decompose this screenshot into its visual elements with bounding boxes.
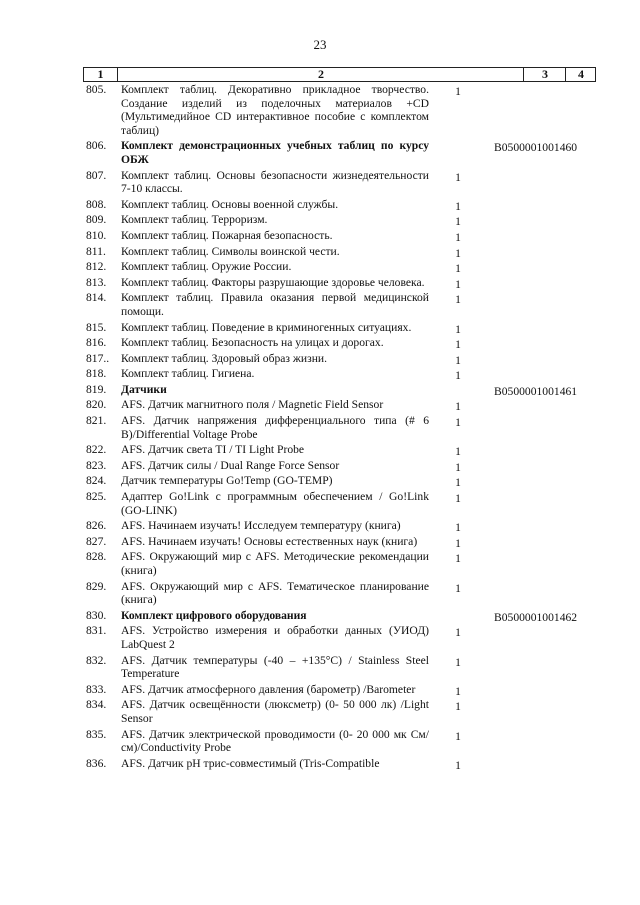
- row-quantity: 1: [455, 521, 461, 535]
- row-description: Комплект таблиц. Основы безопасности жизнедеятельности 7-10 классы.: [121, 168, 429, 196]
- row-quantity: 1: [455, 353, 461, 367]
- row-number: 833.: [86, 682, 107, 696]
- row-description: AFS. Устройство измерения и обработки данных (УИОД) LabQuest 2: [121, 624, 429, 651]
- table-row: [0, 398, 640, 412]
- header-col-2: 2: [117, 68, 524, 81]
- table-row: [0, 683, 640, 697]
- table-row: [0, 519, 640, 533]
- row-number: 805.: [86, 83, 107, 96]
- table-row: [0, 414, 640, 441]
- table-row: [0, 245, 640, 259]
- row-number: 832.: [86, 653, 107, 667]
- row-number: 813.: [86, 275, 107, 289]
- row-quantity: 1: [455, 400, 461, 414]
- row-number: 811.: [86, 244, 106, 258]
- table-row: [0, 535, 640, 549]
- row-quantity: 1: [455, 684, 461, 698]
- table-row: [0, 321, 640, 335]
- header-col-4: 4: [565, 68, 596, 81]
- row-description: AFS. Датчик освещённости (люксметр) (0- 50 000 лк) /Light Sensor: [121, 698, 429, 725]
- row-description: AFS. Датчик силы / Dual Range Force Sensor: [121, 458, 340, 472]
- row-description: AFS. Датчик напряжения дифференциального типа (# 6 B)/Differential Voltage Probe: [121, 414, 429, 441]
- row-quantity: 1: [455, 293, 461, 307]
- row-number: 807.: [86, 168, 107, 182]
- table-row: [0, 83, 640, 137]
- table-body: [0, 83, 640, 772]
- table-row: [0, 728, 640, 755]
- row-quantity: 1: [455, 230, 461, 244]
- row-description: Комплект таблиц. Терроризм.: [121, 213, 268, 227]
- row-description: Комплект таблиц. Декоративно прикладное творчество. Создание изделий из поделочных материалов +CD (Мультимедийное CD интерактивное пособие с комплектом таблиц): [121, 83, 429, 137]
- row-number: 819.: [86, 382, 107, 396]
- table-row: [0, 291, 640, 318]
- table-row: [0, 336, 640, 350]
- row-description: Комплект таблиц. Безопасность на улицах и дорогах.: [121, 336, 384, 350]
- row-quantity: 1: [455, 476, 461, 490]
- table-row: [0, 229, 640, 243]
- row-quantity: 1: [455, 700, 461, 714]
- table-row: [0, 198, 640, 212]
- row-number: 826.: [86, 519, 107, 533]
- row-description: Комплект таблиц. Здоровый образ жизни.: [121, 351, 327, 365]
- row-quantity: 1: [455, 729, 461, 743]
- row-quantity: 1: [455, 85, 461, 98]
- row-description: AFS. Окружающий мир с AFS. Тематическое планирование (книга): [121, 579, 429, 607]
- row-description: AFS. Датчик pH трис-совместимый (Tris-Compatible: [121, 756, 380, 770]
- row-description: AFS. Датчик температуры (-40 – +135°C) / Stainless Steel Temperature: [121, 653, 429, 681]
- row-number: 809.: [86, 213, 107, 227]
- row-description: Комплект таблиц. Символы воинской чести.: [121, 244, 340, 258]
- row-quantity: 1: [455, 170, 461, 184]
- table-row: [0, 443, 640, 457]
- row-number: 816.: [86, 336, 107, 350]
- row-description: Датчики: [121, 382, 167, 396]
- table-row: [0, 383, 640, 397]
- table-row: [0, 352, 640, 366]
- header-col-3: 3: [523, 68, 566, 81]
- header-col-1: 1: [97, 67, 104, 81]
- row-quantity: 1: [455, 626, 461, 640]
- row-quantity: 1: [455, 655, 461, 669]
- row-inventory-code: B0500001001460: [494, 141, 578, 155]
- row-number: 834.: [86, 698, 107, 712]
- row-inventory-code: B0500001001461: [494, 384, 578, 398]
- row-description: Комплект таблиц. Оружие России.: [121, 260, 292, 274]
- row-quantity: 1: [455, 215, 461, 229]
- row-number: 817..: [86, 351, 110, 365]
- table-row: [0, 490, 640, 517]
- row-quantity: 1: [455, 369, 461, 383]
- row-description: AFS. Датчик электрической проводимости (0- 20 000 мк См/см)/Conductivity Probe: [121, 727, 429, 755]
- row-quantity: 1: [455, 552, 461, 566]
- row-number: 829.: [86, 579, 107, 593]
- row-number: 823.: [86, 458, 107, 472]
- row-number: 821.: [86, 414, 107, 428]
- table-row: [0, 474, 640, 488]
- table-row: [0, 609, 640, 623]
- table-row: [0, 260, 640, 274]
- row-number: 822.: [86, 443, 107, 457]
- row-description: AFS. Окружающий мир с AFS. Методические рекомендации (книга): [121, 550, 429, 577]
- row-description: AFS. Датчик атмосферного давления (барометр) /Barometer: [121, 682, 416, 696]
- row-description: AFS. Датчик света TI / TI Light Probe: [121, 443, 305, 457]
- table-row: [0, 624, 640, 651]
- row-description: Комплект демонстрационных учебных таблиц по курсу ОБЖ: [121, 139, 429, 166]
- table-row: [0, 169, 640, 196]
- row-number: 808.: [86, 197, 107, 211]
- row-inventory-code: B0500001001462: [494, 610, 578, 624]
- table-row: [0, 654, 640, 681]
- row-quantity: 1: [455, 492, 461, 506]
- row-number: 818.: [86, 367, 107, 381]
- table-row: [0, 757, 640, 771]
- row-description: Комплект таблиц. Основы военной службы.: [121, 197, 339, 211]
- row-quantity: 1: [455, 322, 461, 336]
- page-number: 23: [313, 37, 327, 52]
- row-description: AFS. Датчик магнитного поля / Magnetic Field Sensor: [121, 398, 384, 412]
- row-description: Комплект таблиц. Поведение в криминогенных ситуациях.: [121, 320, 412, 334]
- row-number: 828.: [86, 550, 107, 564]
- row-description: Комплект цифрового оборудования: [121, 608, 307, 622]
- row-quantity: 1: [455, 199, 461, 213]
- row-quantity: 1: [455, 338, 461, 352]
- row-description: Адаптер Go!Link с программным обеспечением / Go!Link (GO-LINK): [121, 490, 429, 517]
- row-number: 835.: [86, 727, 107, 741]
- table-row: [0, 213, 640, 227]
- table-row: [0, 276, 640, 290]
- row-number: 820.: [86, 398, 107, 412]
- row-number: 814.: [86, 291, 107, 305]
- row-description: Комплект таблиц. Факторы разрушающие здоровье человека.: [121, 275, 425, 289]
- row-number: 827.: [86, 534, 107, 548]
- row-number: 824.: [86, 474, 107, 488]
- row-quantity: 1: [455, 246, 461, 260]
- table-header: [83, 67, 596, 82]
- row-quantity: 1: [455, 581, 461, 595]
- row-quantity: 1: [455, 460, 461, 474]
- row-quantity: 1: [455, 262, 461, 276]
- row-quantity: 1: [455, 277, 461, 291]
- row-number: 815.: [86, 320, 107, 334]
- row-number: 812.: [86, 260, 107, 274]
- row-quantity: 1: [455, 416, 461, 430]
- row-description: AFS. Начинаем изучать! Основы естественных наук (книга): [121, 534, 418, 548]
- row-number: 831.: [86, 624, 107, 638]
- row-number: 825.: [86, 490, 107, 504]
- row-quantity: 1: [455, 758, 461, 772]
- row-quantity: 1: [455, 536, 461, 550]
- row-description: Комплект таблиц. Правила оказания первой медицинской помощи.: [121, 291, 429, 318]
- table-row: [0, 550, 640, 577]
- row-number: 830.: [86, 608, 107, 622]
- row-number: 836.: [86, 756, 107, 770]
- row-description: Комплект таблиц. Гигиена.: [121, 367, 255, 381]
- table-row: [0, 698, 640, 725]
- table-row: [0, 459, 640, 473]
- row-number: 810.: [86, 228, 107, 242]
- row-description: AFS. Начинаем изучать! Исследуем температуру (книга): [121, 519, 401, 533]
- row-description: Комплект таблиц. Пожарная безопасность.: [121, 228, 333, 242]
- table-row: [0, 580, 640, 607]
- table-row: [0, 367, 640, 381]
- row-number: 806.: [86, 139, 107, 153]
- row-quantity: 1: [455, 445, 461, 459]
- row-description: Датчик температуры Go!Temp (GO-TEMP): [121, 474, 333, 488]
- table-row: [0, 139, 640, 166]
